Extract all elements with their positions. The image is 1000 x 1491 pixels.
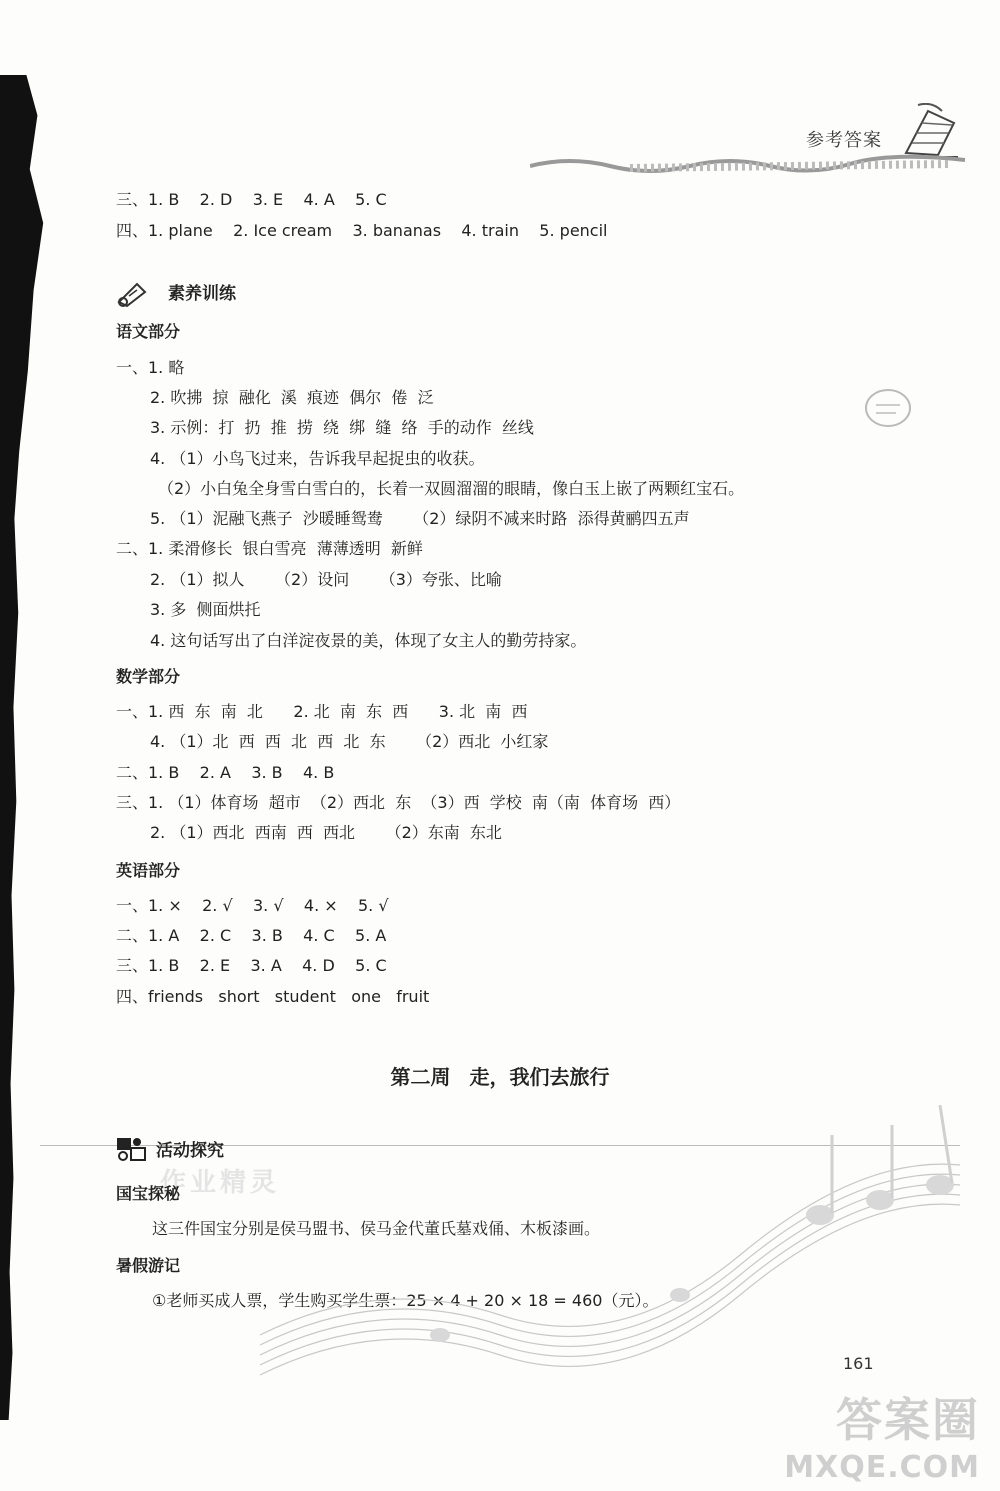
section-title-huodong: 活动探究 — [156, 1141, 224, 1161]
yuwen-line: 5. （1）泥融飞燕子 沙暖睡鸳鸯 （2）绿阴不减来时路 添得黄鹂四五声 — [150, 509, 690, 528]
scroll-pen-icon — [115, 280, 149, 308]
stamp-decoration — [862, 385, 914, 431]
yuwen-line: 3. 示例：打 扔 推 捞 绕 绑 缝 络 手的动作 丝线 — [150, 418, 534, 437]
yuwen-line: （2）小白兔全身雪白雪白的，长着一双圆溜溜的眼睛，像白玉上嵌了两颗红宝石。 — [158, 479, 745, 498]
yuwen-line: 2. 吹拂 掠 融化 溪 痕迹 偶尔 倦 泛 — [150, 388, 434, 407]
site-watermark — [784, 1384, 980, 1485]
answer-line-si: 四、1. plane 2. Ice cream 3. bananas 4. train 5. pencil — [116, 221, 608, 240]
chapter-title: 第二周 走，我们去旅行 — [390, 1065, 610, 1089]
yuwen-line: 二、1. 柔滑修长 银白雪亮 薄薄透明 新鲜 — [116, 539, 423, 558]
shuxue-line: 二、1. B 2. A 3. B 4. B — [116, 763, 335, 782]
shuxue-line: 一、1. 西 东 南 北 2. 北 南 东 西 3. 北 南 西 — [116, 702, 528, 721]
torn-page-edge — [0, 75, 48, 1420]
subsection-guobao: 国宝探秘 — [116, 1184, 181, 1203]
yuwen-line: 2. （1）拟人 （2）设问 （3）夸张、比喻 — [150, 570, 502, 589]
yuwen-line: 4. （1）小鸟飞过来，告诉我早起捉虫的收获。 — [150, 449, 485, 468]
subsection-shuxue: 数学部分 — [116, 667, 181, 686]
faint-watermark: 作业精灵 — [160, 1168, 281, 1198]
yingyu-line: 二、1. A 2. C 3. B 4. C 5. A — [116, 926, 387, 945]
subsection-youji: 暑假游记 — [116, 1256, 181, 1275]
watermark-line2: MXQE.COM — [784, 1450, 980, 1485]
yingyu-line: 三、1. B 2. E 3. A 4. D 5. C — [116, 956, 387, 975]
puzzle-piece-icon — [115, 1134, 147, 1164]
shuxue-line: 4. （1）北 西 西 北 西 北 东 （2）西北 小红家 — [150, 732, 549, 751]
subsection-yingyu: 英语部分 — [116, 861, 181, 880]
subsection-yuwen: 语文部分 — [116, 322, 181, 341]
yingyu-line: 四、friends short student one fruit — [116, 987, 430, 1006]
header-wave-decoration — [530, 152, 965, 180]
shuxue-line: 2. （1）西北 西南 西 西北 （2）东南 东北 — [150, 823, 502, 842]
yuwen-line: 3. 多 侧面烘托 — [150, 600, 261, 619]
answer-line-san: 三、1. B 2. D 3. E 4. A 5. C — [116, 190, 387, 209]
beach-chair-icon — [898, 103, 960, 159]
header-title: 参考答案 — [806, 130, 882, 151]
yuwen-line: 一、1. 略 — [116, 358, 185, 377]
section-title-suyang: 素养训练 — [168, 284, 236, 304]
page-number: 161 — [843, 1354, 874, 1373]
youji-text: ①老师买成人票，学生购买学生票：25 × 4 + 20 × 18 = 460（元）。 — [152, 1291, 659, 1310]
yuwen-line: 4. 这句话写出了白洋淀夜景的美，体现了女主人的勤劳持家。 — [150, 631, 587, 650]
guobao-text: 这三件国宝分别是侯马盟书、侯马金代董氏墓戏俑、木板漆画。 — [152, 1219, 601, 1238]
watermark-line1: 答案圈 — [836, 1393, 980, 1447]
shuxue-line: 三、1. （1）体育场 超市 （2）西北 东 （3）西 学校 南（南 体育场 西） — [116, 793, 681, 812]
yingyu-line: 一、1. × 2. √ 3. √ 4. × 5. √ — [116, 896, 389, 915]
